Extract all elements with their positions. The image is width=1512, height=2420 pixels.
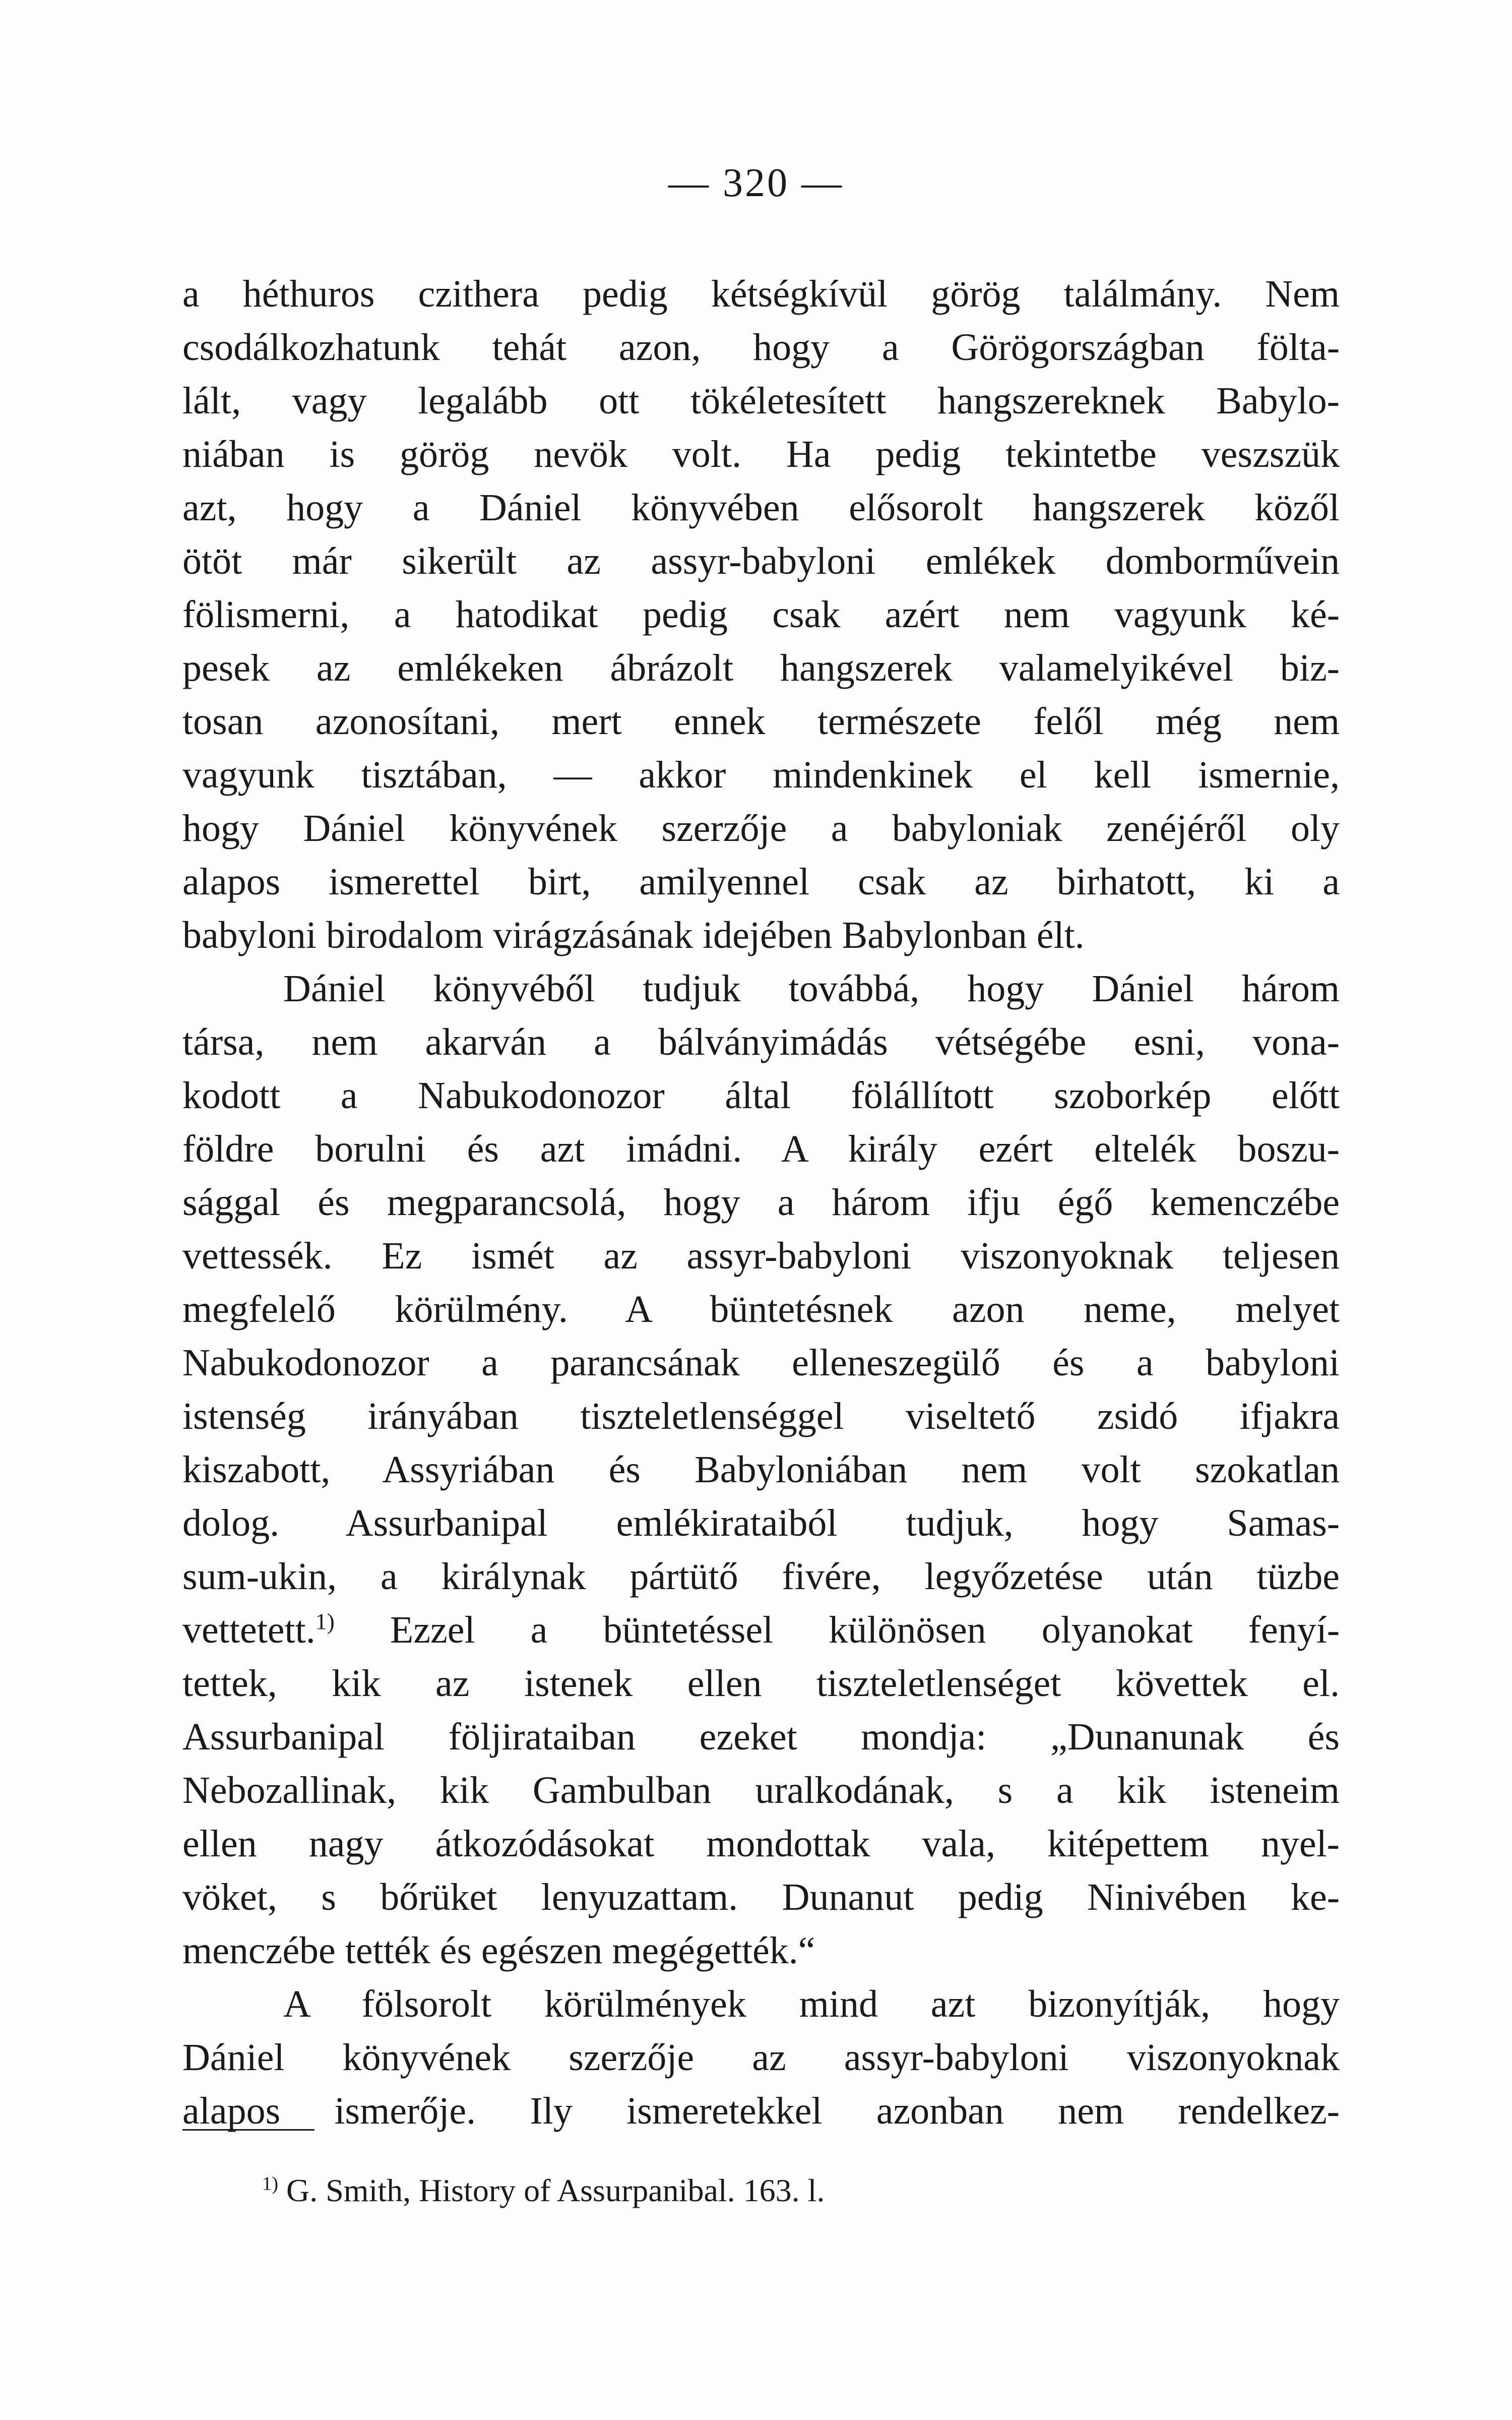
body-text (182, 267, 1340, 2138)
text-line: tettek, kik az istenek ellen tiszteletlenséget követtek el. (182, 1662, 1340, 1705)
text-line: vagyunk tisztában, — akkor mindenkinek el kell ismernie, (182, 754, 1340, 796)
page-number: — 320 — (668, 161, 844, 205)
footnote-text: G. Smith, History of Assurpanibal. 163. l. (278, 2172, 825, 2208)
text-line: ötöt már sikerült az assyr-babyloni emlékek domborművein (182, 540, 1340, 582)
text-line: babyloni birodalom virágzásának idejében Babylonban élt. (182, 914, 1085, 956)
text-line: Dániel könyvéből tudjuk továbbá, hogy Dániel három (283, 967, 1340, 1010)
text-line: niában is görög nevök volt. Ha pedig tekintetbe veszszük (182, 433, 1340, 475)
text-line: Assurbanipal följirataiban ezeket mondja: „Dunanunak és (182, 1716, 1340, 1758)
text-line: társa, nem akarván a bálványimádás vétségébe esni, vona- (182, 1021, 1340, 1063)
text-line: csodálkozhatunk tehát azon, hogy a Görögországban fölta- (182, 326, 1340, 369)
footnote (262, 2168, 825, 2213)
text-line: istenség irányában tiszteletlenséggel viseltető zsidó ifjakra (182, 1395, 1340, 1437)
footnote-divider (182, 2129, 314, 2131)
text-line: földre borulni és azt imádni. A király ezért eltelék boszu- (182, 1128, 1340, 1170)
footnote-marker: 1) (262, 2173, 278, 2195)
text-line: alapos ismerője. Ily ismeretekkel azonban nem rendelkez- (182, 2090, 1340, 2132)
text-line: Dániel könyvének szerzője az assyr-babyloni viszonyoknak (182, 2036, 1340, 2079)
text-line: ellen nagy átkozódásokat mondottak vala, kitépettem nyel- (182, 1823, 1340, 1865)
text-line: vettessék. Ez ismét az assyr-babyloni viszonyoknak teljesen (182, 1235, 1340, 1277)
text-line-start: vettetett. (182, 1609, 316, 1651)
text-line: menczébe tették és egészen megégették.“ (182, 1929, 815, 1972)
text-line: kiszabott, Assyriában és Babyloniában nem volt szokatlan (182, 1448, 1340, 1491)
text-line-with-footnote-ref (182, 1603, 1340, 1657)
text-line: a héthuros czithera pedig kétségkívül görög találmány. Nem (182, 273, 1340, 315)
text-line: hogy Dániel könyvének szerzője a babyloniak zenéjéről oly (182, 807, 1340, 850)
text-line: Nebozallinak, kik Gambulban uralkodának, s a kik isteneim (182, 1769, 1340, 1811)
text-line-rest: Ezzel a büntetéssel különösen olyanokat fenyí- (334, 1609, 1340, 1651)
text-line: vöket, s bőrüket lenyuzattam. Dunanut pedig Ninivében ke- (182, 1876, 1340, 1918)
text-line: azt, hogy a Dániel könyvében elősorolt hangszerek közől (182, 487, 1340, 529)
text-line: sággal és megparancsolá, hogy a három ifju égő kemenczébe (182, 1181, 1340, 1224)
text-line: megfelelő körülmény. A büntetésnek azon neme, melyet (182, 1288, 1340, 1330)
text-line: dolog. Assurbanipal emlékirataiból tudjuk, hogy Samas- (182, 1502, 1340, 1544)
text-line: Nabukodonozor a parancsának elleneszegülő és a babyloni (182, 1342, 1340, 1384)
text-line: alapos ismerettel birt, amilyennel csak az birhatott, ki a (182, 861, 1340, 903)
text-line: fölismerni, a hatodikat pedig csak azért nem vagyunk ké- (182, 593, 1340, 636)
text-line: A fölsorolt körülmények mind azt bizonyítják, hogy (283, 1983, 1340, 2025)
text-line: sum-ukin, a királynak pártütő fivére, legyőzetése után tüzbe (182, 1555, 1340, 1598)
text-line: tosan azonosítani, mert ennek természete felől még nem (182, 700, 1340, 743)
footnote-reference: 1) (315, 1608, 335, 1635)
text-line: kodott a Nabukodonozor által fölállított szoborkép előtt (182, 1074, 1340, 1117)
text-line: lált, vagy legalább ott tökéletesített hangszereknek Babylo- (182, 380, 1340, 422)
text-line: pesek az emlékeken ábrázolt hangszerek valamelyikével biz- (182, 647, 1340, 689)
